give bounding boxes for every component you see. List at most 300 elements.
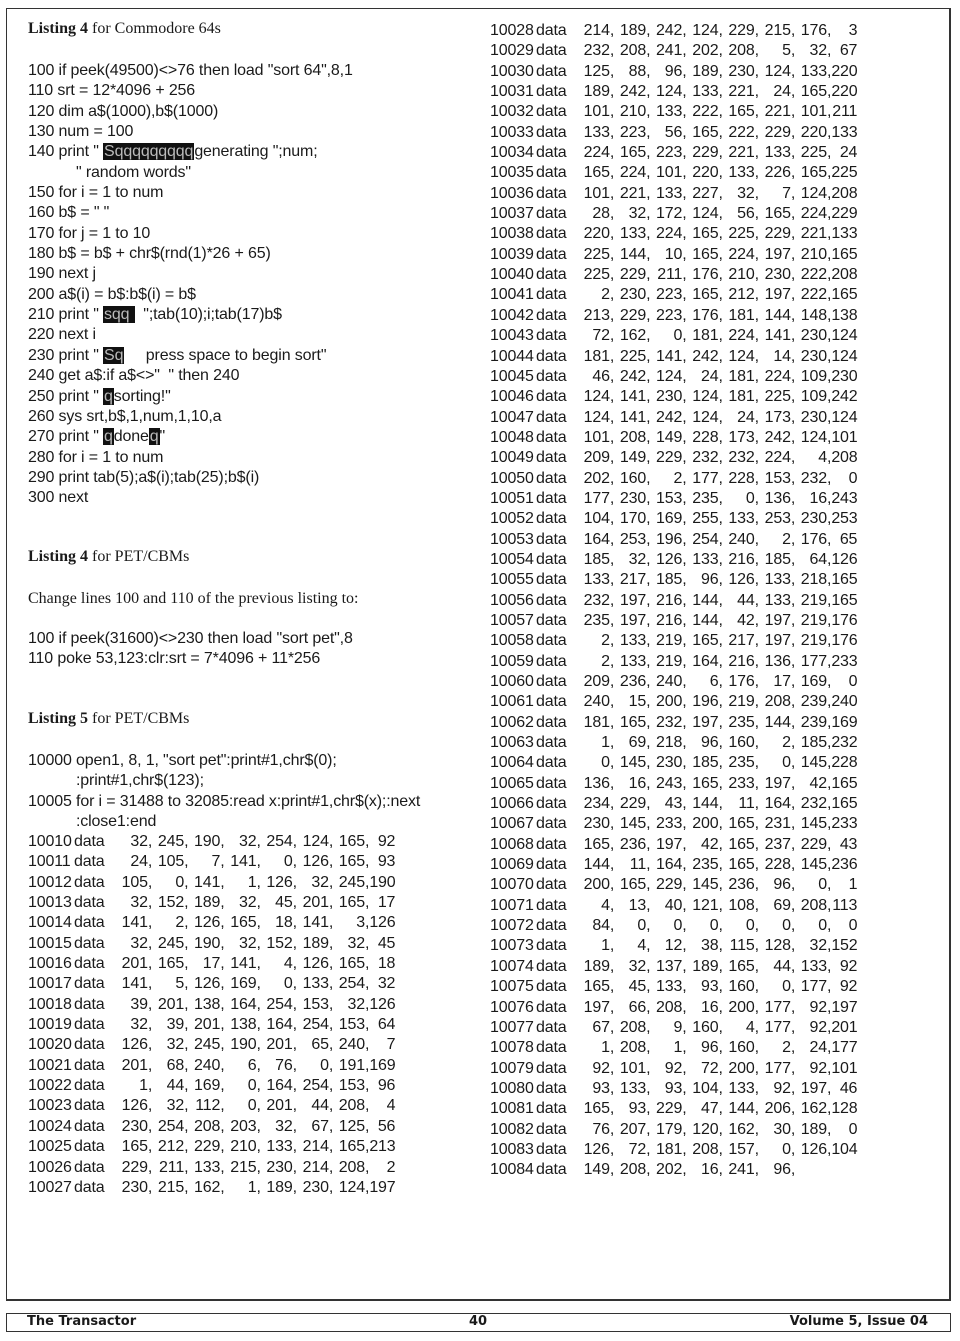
heading-rest: for PET/CBMs	[88, 548, 190, 565]
data-value: 208,	[338, 1158, 370, 1176]
data-value: 47,	[700, 1100, 723, 1118]
data-value: 196,	[692, 693, 723, 711]
data-line	[490, 530, 857, 550]
data-value: 239,	[800, 713, 832, 731]
data-value: 44,	[311, 1097, 334, 1115]
data-value: 197	[369, 1178, 396, 1196]
data-line	[490, 875, 857, 895]
data-value: 242,	[656, 22, 687, 39]
data-value: 164,	[266, 1016, 297, 1034]
data-value: 197,	[619, 611, 651, 629]
data-value: 138,	[194, 995, 225, 1013]
data-value: 165,	[728, 815, 759, 833]
data-value: 32,	[238, 934, 261, 952]
line-number: 10020	[28, 1036, 72, 1054]
data-value: 126	[369, 914, 396, 932]
line-number: 10022	[28, 1077, 72, 1095]
data-value: 126,	[302, 853, 334, 871]
data-value: 17,	[202, 955, 225, 973]
data-value: 176	[831, 632, 858, 650]
data-value: 4,	[745, 1018, 759, 1036]
code-line: 180 b$ = b$ + chr$(rnd(1)*26 + 65)	[28, 245, 271, 263]
data-value: 32,	[809, 42, 832, 60]
data-value: 233	[831, 815, 858, 833]
data-value: 133,	[619, 225, 651, 243]
data-value: 165,	[338, 853, 370, 871]
data-value: 76,	[275, 1056, 297, 1074]
data-value: 133,	[800, 62, 832, 80]
data-value: 165,	[619, 876, 651, 894]
data-value: 136,	[583, 774, 615, 792]
data-value: 32,	[347, 934, 370, 952]
data-value: 237,	[764, 835, 796, 853]
data-value: 160,	[728, 1039, 759, 1057]
data-line	[28, 1117, 395, 1137]
data-line	[490, 692, 857, 712]
data-value: 4,	[283, 955, 297, 973]
data-value: 189,	[692, 62, 723, 80]
line-number: 10058	[490, 632, 534, 650]
line-number: 10014	[28, 914, 72, 932]
data-value: 165,	[583, 1100, 615, 1118]
data-value: 0,	[637, 917, 651, 935]
data-value: 141,	[230, 955, 261, 973]
data-line	[490, 855, 857, 875]
code-line: 270 print " qdoneq"	[28, 428, 166, 446]
data-line	[490, 936, 857, 956]
data-value: 5,	[175, 975, 189, 993]
data-value: 240,	[194, 1056, 225, 1074]
data-value: 253	[831, 510, 858, 528]
data-keyword: data	[536, 571, 567, 589]
data-value: 113	[832, 896, 858, 914]
data-value: 38,	[700, 937, 723, 955]
data-keyword: data	[536, 1018, 567, 1036]
data-value: 0,	[283, 975, 297, 993]
data-value: 165,	[692, 286, 723, 304]
data-keyword: data	[536, 795, 567, 813]
data-value: 230,	[728, 62, 759, 80]
data-value: 232,	[800, 795, 832, 813]
data-value: 39,	[130, 995, 153, 1013]
data-value: 32,	[238, 833, 261, 850]
data-value: 128,	[764, 937, 796, 955]
data-line	[490, 1038, 857, 1058]
data-line	[490, 1160, 857, 1180]
data-value: 208,	[764, 693, 796, 711]
line-number: 10011	[28, 853, 71, 871]
data-value: 32,	[238, 894, 261, 912]
data-line	[490, 672, 857, 692]
data-value: 219,	[656, 632, 687, 650]
data-keyword: data	[536, 286, 567, 304]
data-value: 144,	[619, 245, 651, 263]
listing5-pet-heading	[28, 709, 189, 729]
data-value: 176,	[800, 530, 832, 548]
data-value: 145,	[800, 754, 832, 772]
data-value: 124,	[800, 184, 832, 202]
data-value: 92	[839, 957, 858, 975]
data-value: 229,	[619, 266, 651, 284]
line-number: 10045	[490, 367, 534, 385]
line-number: 10061	[490, 693, 534, 711]
data-value: 211,	[657, 266, 687, 284]
data-value: 189,	[692, 957, 723, 975]
data-value: 169	[369, 1056, 396, 1074]
data-value: 32	[377, 975, 396, 993]
data-value: 189,	[583, 957, 615, 975]
data-value: 104,	[583, 510, 615, 528]
data-value: 227,	[692, 184, 723, 202]
data-value: 165,	[692, 774, 723, 792]
data-value: 126,	[583, 1140, 615, 1158]
data-value: 0	[848, 673, 858, 690]
line-number: 10039	[490, 245, 534, 263]
data-keyword: data	[536, 205, 567, 223]
line-number: 10040	[490, 266, 534, 284]
data-value: 153,	[656, 489, 687, 507]
data-value: 0	[848, 469, 858, 487]
data-value: 136,	[764, 489, 796, 507]
data-keyword: data	[536, 611, 567, 629]
data-value: 220,	[583, 225, 615, 243]
code-line: 260 sys srt,b$,1,num,1,10,a	[28, 407, 222, 425]
data-value: 126	[369, 995, 396, 1013]
listing5-data-left	[28, 832, 395, 1198]
data-line	[490, 652, 857, 672]
data-value: 124,	[692, 205, 723, 223]
data-value: 0	[848, 917, 858, 935]
line-number: 10068	[490, 835, 534, 853]
data-value: 200,	[728, 998, 759, 1016]
data-value: 133,	[619, 632, 651, 650]
data-value: 254,	[266, 833, 297, 850]
data-value: 202,	[656, 1161, 687, 1179]
data-value: 208,	[692, 1140, 723, 1158]
data-value: 0,	[673, 327, 687, 345]
data-value: 201,	[266, 1036, 297, 1054]
data-value: 253,	[619, 530, 651, 548]
data-value: 137,	[656, 957, 687, 975]
data-value: 124,	[302, 833, 334, 850]
data-value: 189,	[583, 83, 615, 101]
data-keyword: data	[536, 62, 567, 80]
data-value: 230,	[800, 510, 832, 528]
data-value: 96,	[700, 571, 723, 589]
code-line: 100 if peek(49500)<>76 then load "sort 64",8,1	[28, 62, 353, 79]
data-value: 133,	[764, 144, 796, 162]
data-value: 66,	[628, 998, 651, 1016]
line-number: 10069	[490, 856, 534, 874]
data-value: 254,	[338, 975, 370, 993]
data-value: 124	[831, 327, 858, 345]
data-value: 43	[839, 835, 858, 853]
data-value: 165,	[619, 713, 651, 731]
listing5-pet-code	[28, 751, 420, 832]
data-value: 225,	[764, 388, 796, 406]
data-value: 231,	[764, 815, 796, 833]
data-keyword: data	[536, 42, 567, 60]
data-value: 208,	[619, 42, 651, 60]
heading-rest: for PET/CBMs	[88, 710, 190, 727]
data-value: 24	[839, 144, 858, 162]
data-line	[490, 62, 857, 82]
data-value: 229,	[656, 1100, 687, 1118]
data-keyword: data	[74, 1117, 105, 1135]
data-value: 185,	[764, 550, 796, 568]
data-line	[28, 893, 395, 913]
data-value: 203,	[230, 1117, 261, 1135]
data-value: 211,	[159, 1158, 189, 1176]
data-value: 201,	[121, 1056, 153, 1074]
data-value: 232,	[656, 713, 687, 731]
data-value: 32,	[809, 937, 832, 955]
data-value: 181,	[656, 1140, 687, 1158]
data-value: 149,	[656, 428, 687, 446]
data-value: 229,	[619, 795, 651, 813]
data-line	[490, 713, 857, 733]
data-value: 121,	[692, 896, 723, 914]
data-value: 165,	[583, 835, 615, 853]
listing4-pet-intro: Change lines 100 and 110 of the previous listing to:	[28, 590, 359, 607]
data-value: 124,	[656, 83, 687, 101]
data-value: 220,	[800, 123, 832, 141]
data-value: 197,	[656, 835, 687, 853]
data-value: 14,	[773, 347, 796, 365]
data-value: 133,	[266, 1138, 297, 1156]
data-value: 56,	[664, 123, 687, 141]
data-value: 221,	[619, 184, 651, 202]
data-keyword: data	[536, 266, 567, 284]
data-value: 124	[831, 347, 858, 365]
data-value: 46	[839, 1079, 858, 1097]
line-number: 10074	[490, 957, 534, 975]
data-value: 93,	[700, 978, 723, 996]
data-value: 32,	[130, 1016, 153, 1034]
data-value: 210,	[800, 245, 832, 263]
data-keyword: data	[74, 955, 105, 973]
data-value: 96,	[773, 876, 796, 894]
data-value: 1,	[247, 1178, 261, 1196]
data-value: 208,	[619, 1161, 651, 1179]
data-line	[28, 852, 395, 872]
data-line	[490, 204, 857, 224]
data-value: 206,	[764, 1100, 796, 1118]
data-value: 197,	[800, 1079, 832, 1097]
data-value: 9,	[673, 1018, 687, 1036]
data-keyword: data	[536, 408, 567, 426]
line-number: 10054	[490, 550, 534, 568]
line-number: 10038	[490, 225, 534, 243]
data-value: 126,	[728, 571, 759, 589]
data-value: 124,	[692, 22, 723, 39]
data-value: 96,	[700, 734, 723, 752]
data-value: 141,	[121, 975, 153, 993]
data-value: 126,	[302, 955, 334, 973]
data-keyword: data	[536, 1100, 567, 1118]
line-number: 10016	[28, 955, 72, 973]
data-value: 169,	[656, 510, 687, 528]
data-value: 242,	[764, 428, 796, 446]
data-value: 165	[831, 571, 858, 589]
reverse-video-chars: Sq	[104, 346, 124, 364]
data-value: 197,	[692, 713, 723, 731]
data-value: 242,	[692, 347, 723, 365]
data-value: 221,	[800, 225, 832, 243]
data-value: 3,	[356, 914, 370, 932]
line-number: 10013	[28, 894, 72, 912]
data-value: 126,	[121, 1097, 153, 1115]
data-value: 212,	[157, 1138, 189, 1156]
data-value: 222,	[800, 286, 832, 304]
data-value: 165,	[728, 957, 759, 975]
data-value: 235,	[583, 611, 615, 629]
listing4-c64-code	[28, 61, 353, 509]
data-line	[28, 913, 395, 933]
data-value: 45,	[275, 894, 297, 912]
data-value: 177,	[692, 469, 723, 487]
code-line: 210 print " sqq ";tab(10);i;tab(17)b$	[28, 306, 282, 324]
data-value: 165,	[121, 1138, 153, 1156]
data-value: 236,	[728, 876, 759, 894]
data-value: 216,	[656, 591, 687, 609]
data-keyword: data	[536, 327, 567, 345]
data-value: 165,	[619, 144, 651, 162]
data-value: 235,	[728, 713, 759, 731]
data-value: 222,	[800, 266, 832, 284]
data-value: 124,	[583, 408, 615, 426]
data-value: 68,	[166, 1056, 189, 1074]
data-value: 200,	[692, 815, 723, 833]
data-keyword: data	[536, 530, 567, 548]
line-number: 10019	[28, 1016, 72, 1034]
code-line: 150 for i = 1 to num	[28, 184, 164, 202]
data-value: 124,	[338, 1178, 370, 1196]
data-value: 101,	[800, 103, 832, 121]
data-value: 0,	[283, 853, 297, 871]
data-value: 216,	[728, 652, 759, 670]
data-value: 221,	[728, 83, 759, 101]
line-number: 10035	[490, 164, 534, 182]
data-value: 185,	[800, 734, 832, 752]
data-value: 152,	[266, 934, 297, 952]
data-value: 208,	[619, 1018, 651, 1036]
data-value: 67	[839, 42, 858, 60]
data-keyword: data	[536, 591, 567, 609]
data-value: 133,	[692, 83, 723, 101]
data-value: 215,	[230, 1158, 261, 1176]
data-value: 229,	[656, 876, 687, 894]
data-value: 197,	[619, 591, 651, 609]
data-value: 208,	[619, 1039, 651, 1057]
data-value: 4,	[818, 449, 832, 467]
data-value: 115,	[729, 937, 759, 955]
data-value: 165,	[583, 164, 615, 182]
data-value: 44,	[737, 591, 759, 609]
code-line: " random words"	[76, 163, 191, 181]
data-value: 126,	[194, 975, 225, 993]
data-value: 177,	[764, 1018, 796, 1036]
data-value: 92,	[773, 1079, 796, 1097]
data-value: 190,	[194, 934, 225, 952]
data-value: 228	[831, 754, 858, 772]
line-number: 10064	[490, 754, 534, 772]
data-value: 133,	[583, 123, 615, 141]
data-value: 92,	[809, 1059, 832, 1077]
line-number: 10042	[490, 306, 534, 324]
data-value: 229,	[619, 306, 651, 324]
data-line	[490, 916, 857, 936]
data-value: 197,	[764, 245, 796, 263]
data-keyword: data	[536, 388, 567, 406]
data-value: 96,	[664, 62, 687, 80]
data-value: 0,	[709, 917, 723, 935]
data-line	[490, 733, 857, 753]
data-value: 189,	[302, 934, 334, 952]
data-line	[28, 873, 395, 893]
data-value: 2,	[782, 530, 796, 548]
data-line	[28, 954, 395, 974]
data-value: 149,	[583, 1161, 615, 1179]
data-value: 221,	[764, 103, 796, 121]
data-value: 214,	[302, 1138, 334, 1156]
data-value: 124,	[692, 408, 723, 426]
data-keyword: data	[536, 896, 567, 914]
data-value: 92,	[592, 1059, 615, 1077]
data-keyword: data	[536, 835, 567, 853]
line-number: 10073	[490, 937, 534, 955]
code-line: 110 poke 53,123:clr:srt = 7*4096 + 11*256	[28, 650, 321, 668]
data-value: 145,	[692, 876, 723, 894]
data-keyword: data	[536, 449, 567, 467]
data-value: 190	[369, 873, 396, 891]
data-value: 108,	[728, 896, 759, 914]
data-value: 93,	[592, 1079, 615, 1097]
data-value: 211	[832, 103, 858, 121]
data-value: 56	[377, 1117, 396, 1135]
data-value: 202,	[583, 469, 615, 487]
data-value: 16,	[700, 998, 723, 1016]
data-value: 0,	[673, 917, 687, 935]
line-number: 10070	[490, 876, 534, 894]
data-value: 165,	[338, 1138, 370, 1156]
data-value: 162,	[194, 1178, 225, 1196]
data-value: 230,	[266, 1158, 297, 1176]
heading-rest: for Commodore 64s	[88, 20, 221, 37]
data-value: 133,	[194, 1158, 225, 1176]
data-line	[28, 974, 395, 994]
data-value: 224,	[728, 245, 759, 263]
data-value: 219,	[800, 591, 832, 609]
data-keyword: data	[536, 103, 567, 121]
data-value: 226,	[764, 164, 796, 182]
data-keyword: data	[74, 1036, 105, 1054]
data-value: 165	[831, 286, 858, 304]
data-value: 200,	[728, 1059, 759, 1077]
data-keyword: data	[536, 998, 567, 1016]
data-value: 255,	[692, 510, 723, 528]
data-value: 165,	[583, 978, 615, 996]
data-value: 165,	[728, 856, 759, 874]
data-value: 189,	[194, 894, 225, 912]
data-value: 144,	[583, 856, 615, 874]
data-value: 64	[377, 1016, 396, 1034]
code-line: 220 next i	[28, 326, 96, 344]
data-line	[490, 611, 857, 631]
data-value: 165,	[692, 632, 723, 650]
data-keyword: data	[74, 894, 105, 912]
line-number: 10051	[490, 489, 534, 507]
